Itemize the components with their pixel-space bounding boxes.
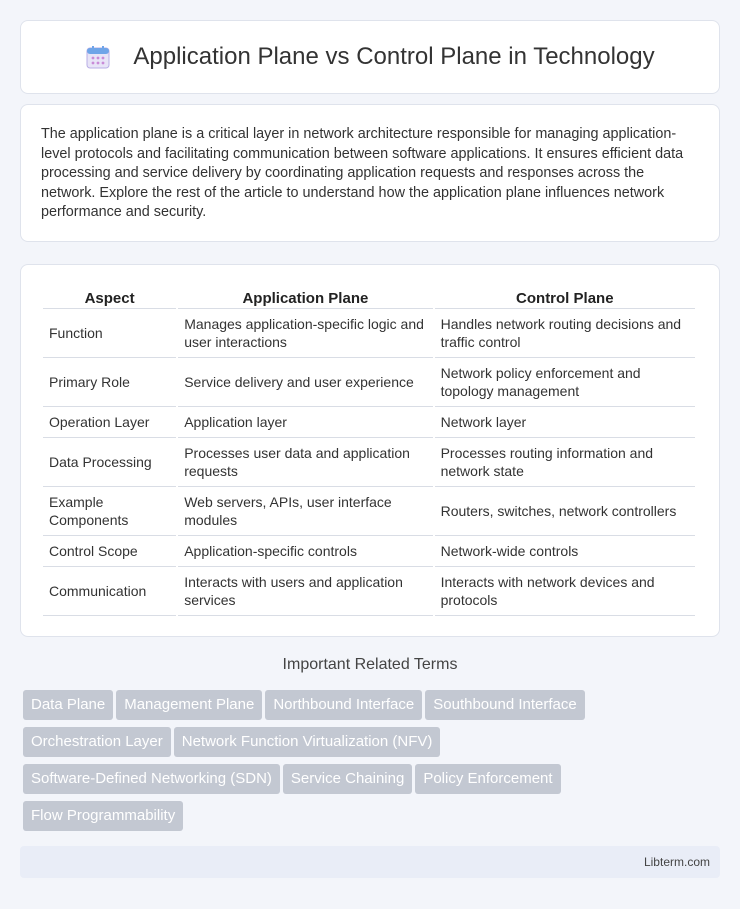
table-cell: Network layer <box>435 407 695 438</box>
related-terms-title: Important Related Terms <box>282 656 458 673</box>
tag-northbound-interface[interactable]: Northbound Interface <box>265 690 422 720</box>
related-terms-tags <box>23 690 723 838</box>
calendar-icon <box>85 44 111 70</box>
table-row <box>43 438 695 487</box>
table-row <box>43 567 695 616</box>
header-application-plane: Application Plane <box>178 285 432 309</box>
table-row <box>43 358 695 407</box>
tag-southbound-interface[interactable]: Southbound Interface <box>425 690 584 720</box>
intro-text: The application plane is a critical layer in network architecture responsible for managing application-level protocols and facilitating communication between software applications. It ensures efficient data processing and service delivery by coordinating application requests and responses across the network. Explore the rest of the article to understand how the application plane influences network performance and security. <box>41 126 684 221</box>
table-cell: Application layer <box>178 407 432 438</box>
table-cell: Operation Layer <box>43 407 176 438</box>
table-cell: Function <box>43 309 176 358</box>
page-title: Application Plane vs Control Plane in Technology <box>133 43 655 70</box>
header-aspect: Aspect <box>43 285 176 309</box>
table-cell: Service delivery and user experience <box>178 358 432 407</box>
table-cell: Handles network routing decisions and traffic control <box>435 309 695 358</box>
tag-management-plane[interactable]: Management Plane <box>116 690 262 720</box>
table-cell: Application-specific controls <box>178 536 432 567</box>
table-cell: Communication <box>43 567 176 616</box>
tag-service-chaining[interactable]: Service Chaining <box>283 764 412 794</box>
tag-data-plane[interactable]: Data Plane <box>23 690 113 720</box>
table-cell: Manages application-specific logic and user interactions <box>178 309 432 358</box>
table-cell: Routers, switches, network controllers <box>435 487 695 536</box>
tag-policy-enforcement[interactable]: Policy Enforcement <box>415 764 560 794</box>
table-cell: Network policy enforcement and topology management <box>435 358 695 407</box>
footer-site-link[interactable]: Libterm.com <box>643 855 710 869</box>
table-cell: Web servers, APIs, user interface modules <box>178 487 432 536</box>
header-control-plane: Control Plane <box>435 285 695 309</box>
table-row <box>43 536 695 567</box>
table-cell: Data Processing <box>43 438 176 487</box>
comparison-card <box>20 264 720 637</box>
table-row <box>43 487 695 536</box>
header-card <box>20 20 720 94</box>
tag-sdn[interactable]: Software-Defined Networking (SDN) <box>23 764 280 794</box>
tag-orchestration-layer[interactable]: Orchestration Layer <box>23 727 171 757</box>
related-terms-section <box>0 656 740 674</box>
table-cell: Interacts with users and application services <box>178 567 432 616</box>
intro-card <box>20 104 720 242</box>
tag-nfv[interactable]: Network Function Virtualization (NFV) <box>174 727 441 757</box>
table-row <box>43 309 695 358</box>
footer <box>20 846 720 878</box>
table-cell: Control Scope <box>43 536 176 567</box>
table-row <box>43 407 695 438</box>
tag-flow-programmability[interactable]: Flow Programmability <box>23 801 183 831</box>
table-cell: Processes user data and application requests <box>178 438 432 487</box>
comparison-table <box>41 285 697 616</box>
table-cell: Interacts with network devices and protocols <box>435 567 695 616</box>
table-cell: Network-wide controls <box>435 536 695 567</box>
table-cell: Example Components <box>43 487 176 536</box>
table-cell: Processes routing information and network state <box>435 438 695 487</box>
table-cell: Primary Role <box>43 358 176 407</box>
